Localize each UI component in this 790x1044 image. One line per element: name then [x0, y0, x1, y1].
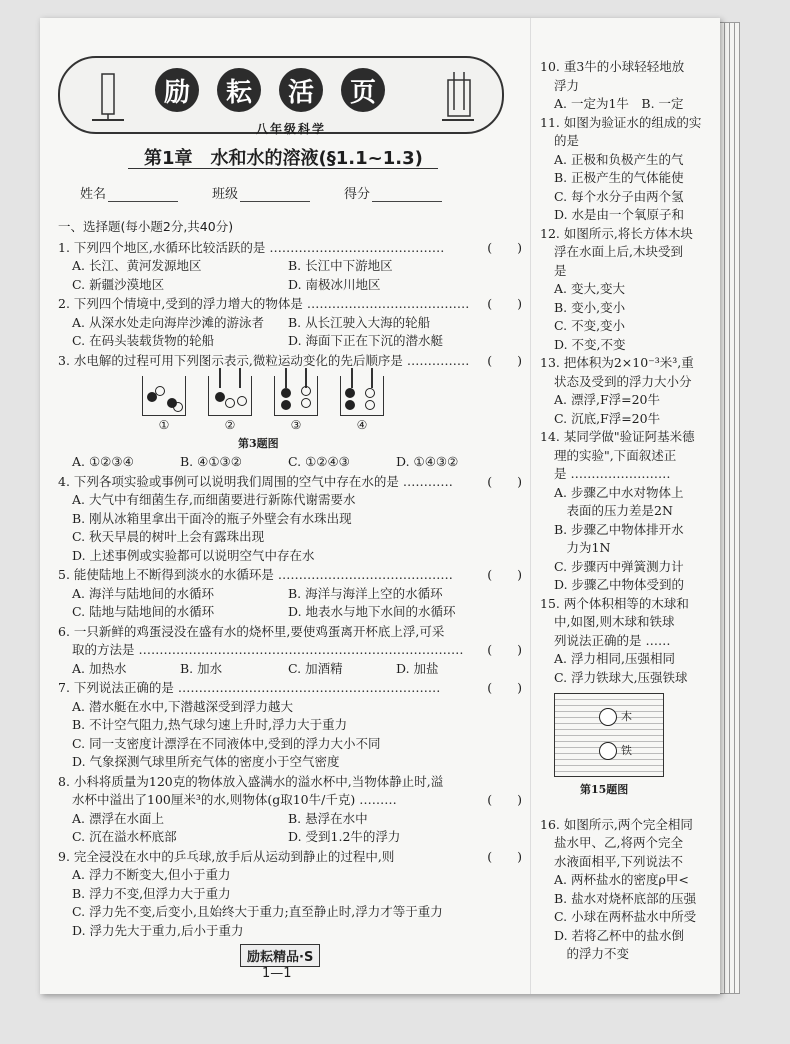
right-column	[540, 58, 720, 964]
question-14	[540, 428, 720, 595]
question-line: A. 一定为1牛 B. 一定	[554, 96, 684, 111]
answer-paren[interactable]: ( )	[487, 680, 522, 695]
question-line: A. 漂浮,F浮=20牛	[554, 392, 660, 407]
question-line: A. 正极和负极产生的气	[554, 151, 684, 167]
question-line: A. 两杯盐水的密度ρ甲<	[554, 872, 689, 887]
question-line: B. 正极产生的气体能使	[554, 170, 684, 185]
question-stem: 13. 把体积为2×10⁻³米³,重	[540, 355, 694, 370]
question-line: C. 小球在两杯盐水中所受	[554, 909, 697, 924]
electrolysis-figure	[58, 376, 528, 416]
question-line: B. 步骤乙中物体排开水	[554, 521, 684, 537]
question-line: C. 不变,变小	[554, 318, 626, 333]
question-stem: 11. 如图为验证水的组成的实	[540, 114, 702, 130]
option-d: D. 地表水与地下水间的水循环	[288, 604, 456, 619]
option-b: B. 长江中下游地区	[288, 258, 393, 273]
question-stem: 2. 下列四个情境中,受到的浮力增大的物体是 …………………………………	[58, 296, 470, 311]
option-c: C. ①②④③	[288, 454, 350, 469]
name-label: 姓名	[80, 187, 107, 202]
figure-label: ④	[356, 418, 368, 432]
class-label: 班级	[212, 187, 239, 202]
question-stem: 9. 完全浸没在水中的乒乓球,放手后从运动到静止的过程中,则	[58, 848, 395, 864]
question-line: D. 不变,不变	[554, 336, 626, 352]
figure-15-beaker	[554, 693, 664, 777]
section-title: 一、选择题(每小题2分,共40分)	[58, 219, 234, 234]
figure-caption: 第15题图	[580, 783, 629, 796]
option-c: C. 浮力先不变,后变小,且始终大于重力;直至静止时,浮力才等于重力	[72, 904, 443, 919]
question-stem: 15. 两个体积相等的木球和	[540, 595, 689, 611]
option-d: D. 上述事例或实验都可以说明空气中存在水	[72, 547, 315, 563]
question-line: C. 浮力铁球大,压强铁球	[554, 669, 688, 685]
option-c: C. 陆地与陆地间的水循环	[72, 604, 215, 619]
answer-paren[interactable]: ( )	[487, 642, 522, 657]
figure-label: ②	[224, 418, 236, 432]
question-line: 表面的压力差是2N	[554, 503, 673, 518]
question-stem: 1. 下列四个地区,水循环比较活跃的是 ……………………………………	[58, 239, 445, 255]
question-stem: 3. 水电解的过程可用下列图示表示,微粒运动变化的先后顺序是 ……………	[58, 352, 470, 368]
question-4	[58, 473, 528, 566]
question-line: A. 变大,变大	[554, 281, 625, 296]
option-a: A. 潜水艇在水中,下潜越深受到浮力越大	[72, 698, 293, 714]
option-d: D. ①④③②	[396, 454, 459, 469]
question-stem: 7. 下列说法正确的是 ………………………………………………………	[58, 680, 441, 695]
class-blank[interactable]	[240, 188, 310, 202]
question-line: A. 步骤乙中水对物体上	[554, 484, 684, 500]
question-8	[58, 773, 528, 847]
question-stem: 14. 某同学做"验证阿基米德	[540, 429, 695, 444]
option-c: C. 秋天早晨的树叶上会有露珠出现	[72, 529, 265, 544]
question-line: 浮在水面上后,木块受到	[554, 244, 683, 259]
chapter-title: 第1章 水和水的溶液(§1.1~1.3)	[144, 148, 423, 169]
answer-paren[interactable]: ( )	[487, 296, 522, 311]
left-column	[58, 218, 528, 940]
question-line: 理的实验",下面叙述正	[554, 447, 677, 463]
question-12	[540, 225, 720, 355]
banner-char: 励	[155, 68, 199, 112]
option-c: C. 沉在溢水杯底部	[72, 829, 177, 844]
option-d: D. 气象探测气球里所充气体的密度小于空气密度	[72, 754, 340, 769]
question-2	[58, 295, 528, 351]
wood-label: 木	[621, 710, 632, 723]
question-line: D. 步骤乙中物体受到的	[554, 577, 685, 592]
score-blank[interactable]	[372, 188, 442, 202]
lab-apparatus-icon	[438, 70, 478, 126]
option-b: B. 悬浮在水中	[288, 810, 368, 826]
question-stem: 6. 一只新鲜的鸡蛋浸没在盛有水的烧杯里,要使鸡蛋离开杯底上浮,可采	[58, 623, 445, 639]
student-info-row	[80, 183, 442, 202]
answer-paren[interactable]: ( )	[487, 567, 522, 582]
brand-footer: 励耘精品·S	[240, 944, 320, 967]
option-d: D. 海面下正在下沉的潜水艇	[288, 333, 444, 348]
title-banner	[58, 56, 504, 134]
worksheet-page	[40, 18, 720, 994]
molecule-beaker-4	[340, 376, 384, 416]
page-number: 1—1	[262, 966, 292, 981]
question-line: C. 每个水分子由两个氢	[554, 188, 684, 204]
question-line: B. 盐水对烧杯底部的压强	[554, 890, 697, 906]
question-line: A. 浮力相同,压强相同	[554, 651, 675, 666]
option-b: B. 不计空气阻力,热气球匀速上升时,浮力大于重力	[72, 717, 348, 732]
option-c: C. 在码头装载货物的轮船	[72, 333, 215, 348]
question-16	[540, 816, 720, 964]
question-stem: 4. 下列各项实验或事例可以说明我们周围的空气中存在水的是 …………	[58, 473, 453, 489]
question-line: 力为1N	[554, 540, 611, 555]
figure-label: ①	[158, 418, 170, 432]
question-line: D. 水是由一个氧原子和	[554, 207, 685, 222]
answer-paren[interactable]: ( )	[487, 473, 522, 489]
question-line: 是	[554, 262, 567, 278]
question-5	[58, 566, 528, 622]
option-a: A. ①②③④	[72, 454, 134, 469]
question-line: 的是	[554, 133, 580, 148]
question-line: 中,如图,则木球和铁球	[554, 614, 675, 629]
question-stem: 16. 如图所示,两个完全相同	[540, 816, 693, 832]
answer-paren[interactable]: ( )	[487, 848, 522, 864]
figure-label: ③	[290, 418, 302, 432]
name-blank[interactable]	[108, 188, 178, 202]
question-1	[58, 239, 528, 295]
molecule-beaker-2	[208, 376, 252, 416]
banner-char: 页	[341, 68, 385, 112]
question-stem-cont: 取的方法是 ……………………………………………………………………	[72, 642, 464, 657]
option-a: A. 浮力不断变大,但小于重力	[72, 867, 231, 882]
option-d: D. 加盐	[396, 660, 439, 676]
option-d: D. 受到1.2牛的浮力	[288, 829, 401, 844]
option-b: B. 浮力不变,但浮力大于重力	[72, 885, 231, 901]
iron-ball-icon	[599, 742, 617, 760]
question-9	[58, 848, 528, 941]
question-15	[540, 595, 720, 688]
iron-label: 铁	[621, 744, 632, 757]
question-3	[58, 352, 528, 472]
question-line: 浮力	[554, 77, 580, 93]
molecule-beaker-1	[142, 376, 186, 416]
lab-apparatus-icon	[88, 70, 128, 126]
option-d: D. 浮力先大于重力,后小于重力	[72, 922, 244, 938]
question-stem: 5. 能使陆地上不断得到淡水的水循环是 ……………………………………	[58, 567, 453, 582]
answer-paren[interactable]: ( )	[487, 792, 522, 807]
question-6	[58, 623, 528, 679]
banner-char: 耘	[217, 68, 261, 112]
question-10	[540, 58, 720, 114]
question-line: C. 步骤丙中弹簧测力计	[554, 558, 684, 574]
chapter-underline	[128, 168, 438, 169]
option-d: D. 南极冰川地区	[288, 276, 381, 292]
question-line: 是 ……………………	[554, 466, 671, 481]
option-a: A. 加热水	[72, 660, 127, 676]
option-b: B. 从长江驶入大海的轮船	[288, 314, 431, 330]
option-b: B. 刚从冰箱里拿出干面冷的瓶子外壁会有水珠出现	[72, 510, 352, 526]
banner-title	[155, 68, 385, 112]
option-c: C. 加酒精	[288, 660, 343, 676]
question-line: D. 若将乙杯中的盐水倒	[554, 927, 685, 943]
question-line: 的浮力不变	[554, 946, 630, 961]
option-a: A. 大气中有细菌生存,而细菌要进行新陈代谢需要水	[72, 492, 356, 507]
score-label: 得分	[344, 187, 371, 202]
option-b: B. 海洋与海洋上空的水循环	[288, 585, 443, 601]
question-line: 状态及受到的浮力大小分	[554, 373, 692, 389]
column-divider	[530, 18, 531, 994]
question-line: B. 变小,变小	[554, 299, 626, 315]
question-line: 水液面相平,下列说法不	[554, 853, 683, 869]
option-b: B. ④①③②	[180, 454, 242, 469]
option-b: B. 加水	[180, 660, 223, 676]
banner-char: 活	[279, 68, 323, 112]
option-c: C. 新疆沙漠地区	[72, 276, 165, 292]
question-13	[540, 354, 720, 428]
grade-label: 八年级科学	[256, 122, 327, 136]
question-line: 盐水甲、乙,将两个完全	[554, 835, 683, 850]
question-11	[540, 114, 720, 225]
wood-ball-icon	[599, 708, 617, 726]
question-7	[58, 679, 528, 772]
answer-paren[interactable]: ( )	[487, 352, 522, 368]
option-c: C. 同一支密度计漂浮在不同液体中,受到的浮力大小不同	[72, 735, 381, 751]
option-a: A. 海洋与陆地间的水循环	[72, 585, 214, 601]
option-a: A. 漂浮在水面上	[72, 810, 164, 826]
question-line: 列说法正确的是 ……	[554, 632, 671, 648]
option-a: A. 长江、黄河发源地区	[72, 258, 202, 273]
question-stem-cont: 水杯中溢出了100厘米³的水,则物体(g取10牛/千克) ………	[72, 792, 397, 807]
question-line: C. 沉底,F浮=20牛	[554, 410, 661, 426]
molecule-beaker-3	[274, 376, 318, 416]
question-stem: 8. 小科将质量为120克的物体放入盛满水的溢水杯中,当物体静止时,溢	[58, 773, 444, 789]
answer-paren[interactable]: ( )	[487, 239, 522, 255]
figure-caption: 第3题图	[238, 436, 279, 450]
question-stem: 10. 重3牛的小球轻轻地放	[540, 59, 685, 74]
question-stem: 12. 如图所示,将长方体木块	[540, 225, 693, 241]
option-a: A. 从深水处走向海岸沙滩的游泳者	[72, 314, 264, 330]
